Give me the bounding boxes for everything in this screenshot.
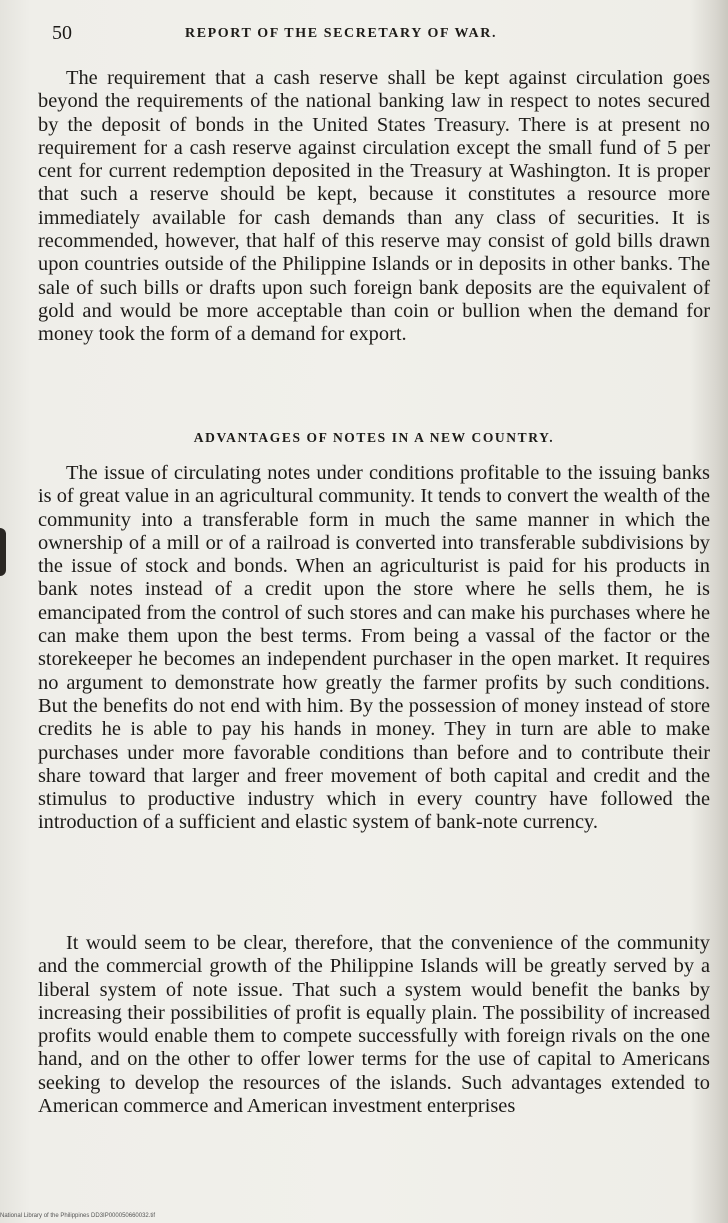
page-number: 50 (52, 22, 72, 44)
paragraph-cash-reserve: The requirement that a cash reserve shall be kept against circulation goes beyond the requirements of the national banking law in respect to notes secured by the deposit of bonds in the United States Treasury. There is at present no requirement for a cash reserve against circulation except the small fund of 5 per cent for current redemption deposited in the Treasury at Washington. It is proper that such a reserve should be kept, because it constitutes a resource more immediately available for cash demands than any class of securities. It is recommended, however, that half of this reserve may consist of gold bills drawn upon countries outside of the Philippine Islands or in deposits in other banks. The sale of such bills or drafts upon such foreign bank deposits are the equivalent of gold and would be more acceptable than coin or bullion when the demand for money took the form of a demand for export. (38, 67, 710, 346)
paragraph-conclusion: It would seem to be clear, therefore, that the convenience of the community and the commercial growth of the Philippine Islands will be greatly served by a liberal system of note issue. That such a system would benefit the banks by increasing their possibilities of profit is equally plain. The possibility of increased profits would enable them to compete successfully with foreign rivals on the one hand, and on the other to offer lower terms for the use of capital to Americans seeking to develop the resources of the islands. Such advantages extended to American commerce and American investment enterprises (38, 932, 710, 1118)
section-heading: ADVANTAGES OF NOTES IN A NEW COUNTRY. (193, 430, 555, 445)
running-head: REPORT OF THE SECRETARY OF WAR. (185, 26, 498, 41)
paragraph-note-issue: The issue of circulating notes under conditions profitable to the issuing banks is of great value in an agricultural community. It tends to convert the wealth of the community into a transferable form in much the same manner in which the ownership of a mill or of a railroad is converted into transferable subdivisions by the issue of stock and bonds. When an agriculturist is paid for his products in bank notes instead of a credit upon the store where he sells them, he is emancipated from the control of such stores and can make his purchases where he can make them upon the best terms. From being a vassal of the factor or the storekeeper he becomes an independent purchaser in the open market. It requires no argument to demonstrate how greatly the farmer profits by such conditions. But the benefits do not end with him. By the possession of money instead of store credits he is able to pay his hands in money. They in turn are able to make purchases under more favorable conditions than before and to contribute their share toward that larger and freer movement of both capital and credit and the stimulus to productive industry which in every country have followed the introduction of a sufficient and elastic system of bank-note currency. (38, 462, 710, 834)
scan-stamp: National Library of the Philippines DD3IP000050660032.tif (0, 1213, 156, 1219)
binding-shadow (0, 528, 6, 576)
page-header (52, 22, 712, 52)
